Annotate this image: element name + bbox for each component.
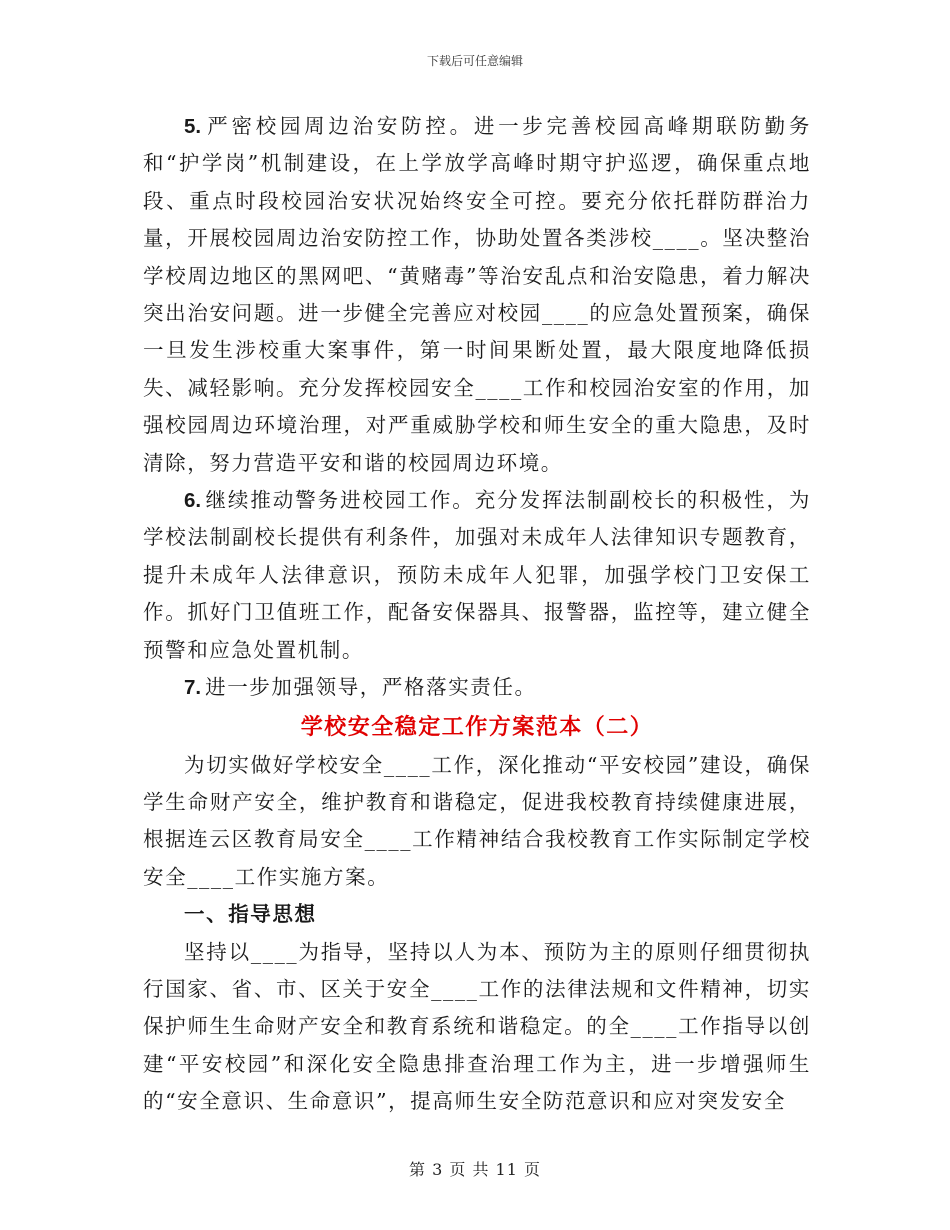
document-body [143,108,811,1121]
section-heading-guiding-thought: 一、指导思想 [184,902,317,927]
header-note: 下载后可任意编辑 [426,54,523,68]
section-5-paragraph [143,108,811,482]
guiding-thought-paragraph: 坚持以____为指导，坚持以人为本、预防为主的原则仔细贯彻执行国家、省、市、区关于安全____工作的法律法规和文件精神，切实保护师生生命财产安全和教育系统和谐稳定。的全____工作指导以创建“平安校园”和深化安全隐患排查治理工作为主，进一步增强师生的“安全意识、生命意识”，提高师生安全防范意识和应对突发安全 [143,939,811,1114]
page-number-footer: 第 3 页 共 11 页 [409,1160,541,1179]
section-7-paragraph [143,669,811,706]
intro-paragraph: 为切实做好学校安全____工作，深化推动“平安校园”建设，确保学生命财产安全，维护教育和谐稳定，促进我校教育持续健康进展，根据连云区教育局安全____工作精神结合我校教育工作实际制定学校安全____工作实施方案。 [143,752,811,889]
document-title: 学校安全稳定工作方案范本（二） [300,713,654,740]
section-7-number: 7. [184,676,202,700]
section-6-paragraph [143,482,811,669]
section-6-number: 6. [184,489,202,513]
section-7-text: 进一步加强领导，严格落实责任。 [205,675,537,700]
section-5-text: 严密校园周边治安防控。进一步完善校园高峰期联防勤务和“护学岗”机制建设，在上学放学高峰时期守护巡逻，确保重点地段、重点时段校园治安状况始终安全可控。要充分依托群防群治力量，开展校园周边治安防控工作，协助处置各类涉校____。坚决整治学校周边地区的黑网吧、“黄赌毒”等治安乱点和治安隐患，着力解决突出治安问题。进一步健全完善应对校园____的应急处置预案，确保一旦发生涉校重大案事件，第一时间果断处置，最大限度地降低损失、减轻影响。充分发挥校园安全____工作和校园治安室的作用，加强校园周边环境治理，对严重威胁学校和师生安全的重大隐患，及时清除，努力营造平安和谐的校园周边环境。 [143,114,811,475]
section-6-text: 继续推动警务进校园工作。充分发挥法制副校长的积极性，为学校法制副校长提供有利条件，加强对未成年人法律知识专题教育，提升未成年人法律意识，预防未成年人犯罪，加强学校门卫安保工作。抓好门卫值班工作，配备安保器具、报警器，监控等，建立健全预警和应急处置机制。 [143,488,811,662]
section-5-number: 5. [184,115,202,138]
